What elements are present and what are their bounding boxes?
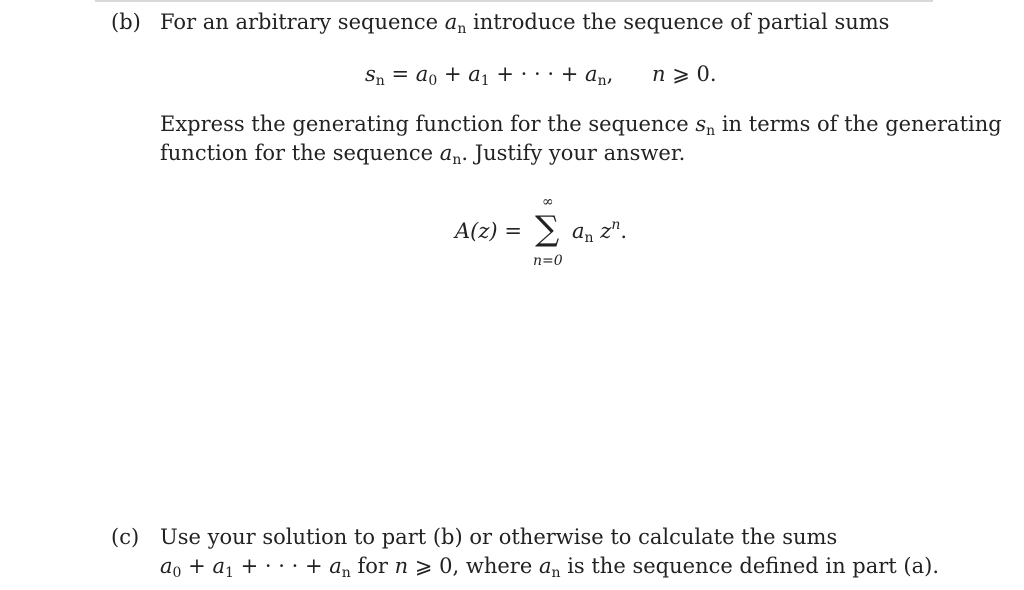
task-text: Express the generating function for the sequence	[160, 112, 689, 136]
task-var-s-sub: n	[706, 123, 716, 139]
c-an: a	[329, 554, 342, 578]
eq-plus: +	[443, 62, 462, 86]
c-a0-sub: 0	[172, 565, 182, 581]
gf-lhs-group	[455, 218, 522, 244]
gf-lower-limit: n=0	[533, 253, 563, 269]
c-a1: a	[212, 554, 225, 578]
c-for: for	[357, 554, 388, 578]
c-an-sub: n	[341, 565, 351, 581]
eq-comma: ,	[606, 62, 614, 86]
eq-a1-sub: 1	[480, 73, 490, 89]
c-a0: a	[160, 554, 173, 578]
gf-term-sup: n	[611, 217, 621, 233]
eq-a1: a	[468, 62, 481, 86]
task-line-1	[160, 111, 1002, 137]
part-c-line-2	[160, 553, 939, 579]
intro-var: a	[444, 10, 458, 34]
eq-plus: +	[496, 62, 514, 86]
gf-term-z: z	[600, 219, 612, 243]
gf-term	[572, 218, 627, 244]
equation-condition	[652, 61, 717, 87]
eq-dots: · · ·	[520, 62, 555, 86]
sigma-symbol: ∑	[535, 209, 560, 249]
task-text: in terms of the generating	[721, 112, 1002, 136]
intro-text: For an arbitrary sequence	[160, 10, 439, 34]
intro-rest: introduce the sequence of partial sums	[473, 10, 890, 34]
gf-period: .	[620, 219, 628, 243]
gf-equals: =	[504, 219, 522, 243]
gf-term-a: a	[572, 219, 585, 243]
eq-a0: a	[415, 62, 429, 86]
c-a1-sub: 1	[224, 565, 234, 581]
c-plus: +	[304, 554, 323, 578]
c-rest: is the sequence defined in part (a).	[567, 554, 939, 578]
partial-sum-equation	[365, 61, 613, 87]
c-cond: ⩾ 0, where	[414, 554, 533, 578]
cond-rest: ⩾ 0.	[672, 62, 717, 86]
part-c-line-1: Use your solution to part (b) or otherwise to calculate the sums	[160, 525, 838, 549]
eq-lhs: s	[365, 62, 376, 86]
task-var-a-sub: n	[452, 152, 462, 168]
part-b-intro	[160, 9, 889, 35]
part-c-label: (c)	[111, 525, 140, 549]
eq-a0-sub: 0	[428, 73, 438, 89]
eq-an: a	[585, 62, 598, 86]
gf-upper-limit: ∞	[542, 194, 554, 210]
eq-equals: =	[391, 62, 410, 86]
task-var-a: a	[439, 141, 453, 165]
c-plus: +	[240, 554, 259, 578]
task-var-s: s	[695, 112, 707, 136]
part-b-label: (b)	[111, 10, 141, 34]
task-line-2	[160, 140, 685, 166]
gf-lhs: A(z)	[455, 219, 498, 243]
c-a: a	[538, 554, 552, 578]
cond-var: n	[652, 62, 666, 86]
c-a-sub: n	[551, 565, 561, 581]
c-n: n	[394, 554, 409, 578]
task-text: . Justify your answer.	[461, 141, 686, 165]
intro-sub: n	[457, 21, 467, 37]
eq-an-sub: n	[597, 73, 607, 89]
c-dots: · · ·	[264, 554, 299, 578]
c-plus: +	[188, 554, 206, 578]
gf-term-sub: n	[584, 230, 594, 246]
top-divider	[95, 0, 933, 2]
eq-lhs-sub: n	[375, 73, 385, 89]
task-text: function for the sequence	[160, 141, 434, 165]
eq-plus: +	[560, 62, 579, 86]
